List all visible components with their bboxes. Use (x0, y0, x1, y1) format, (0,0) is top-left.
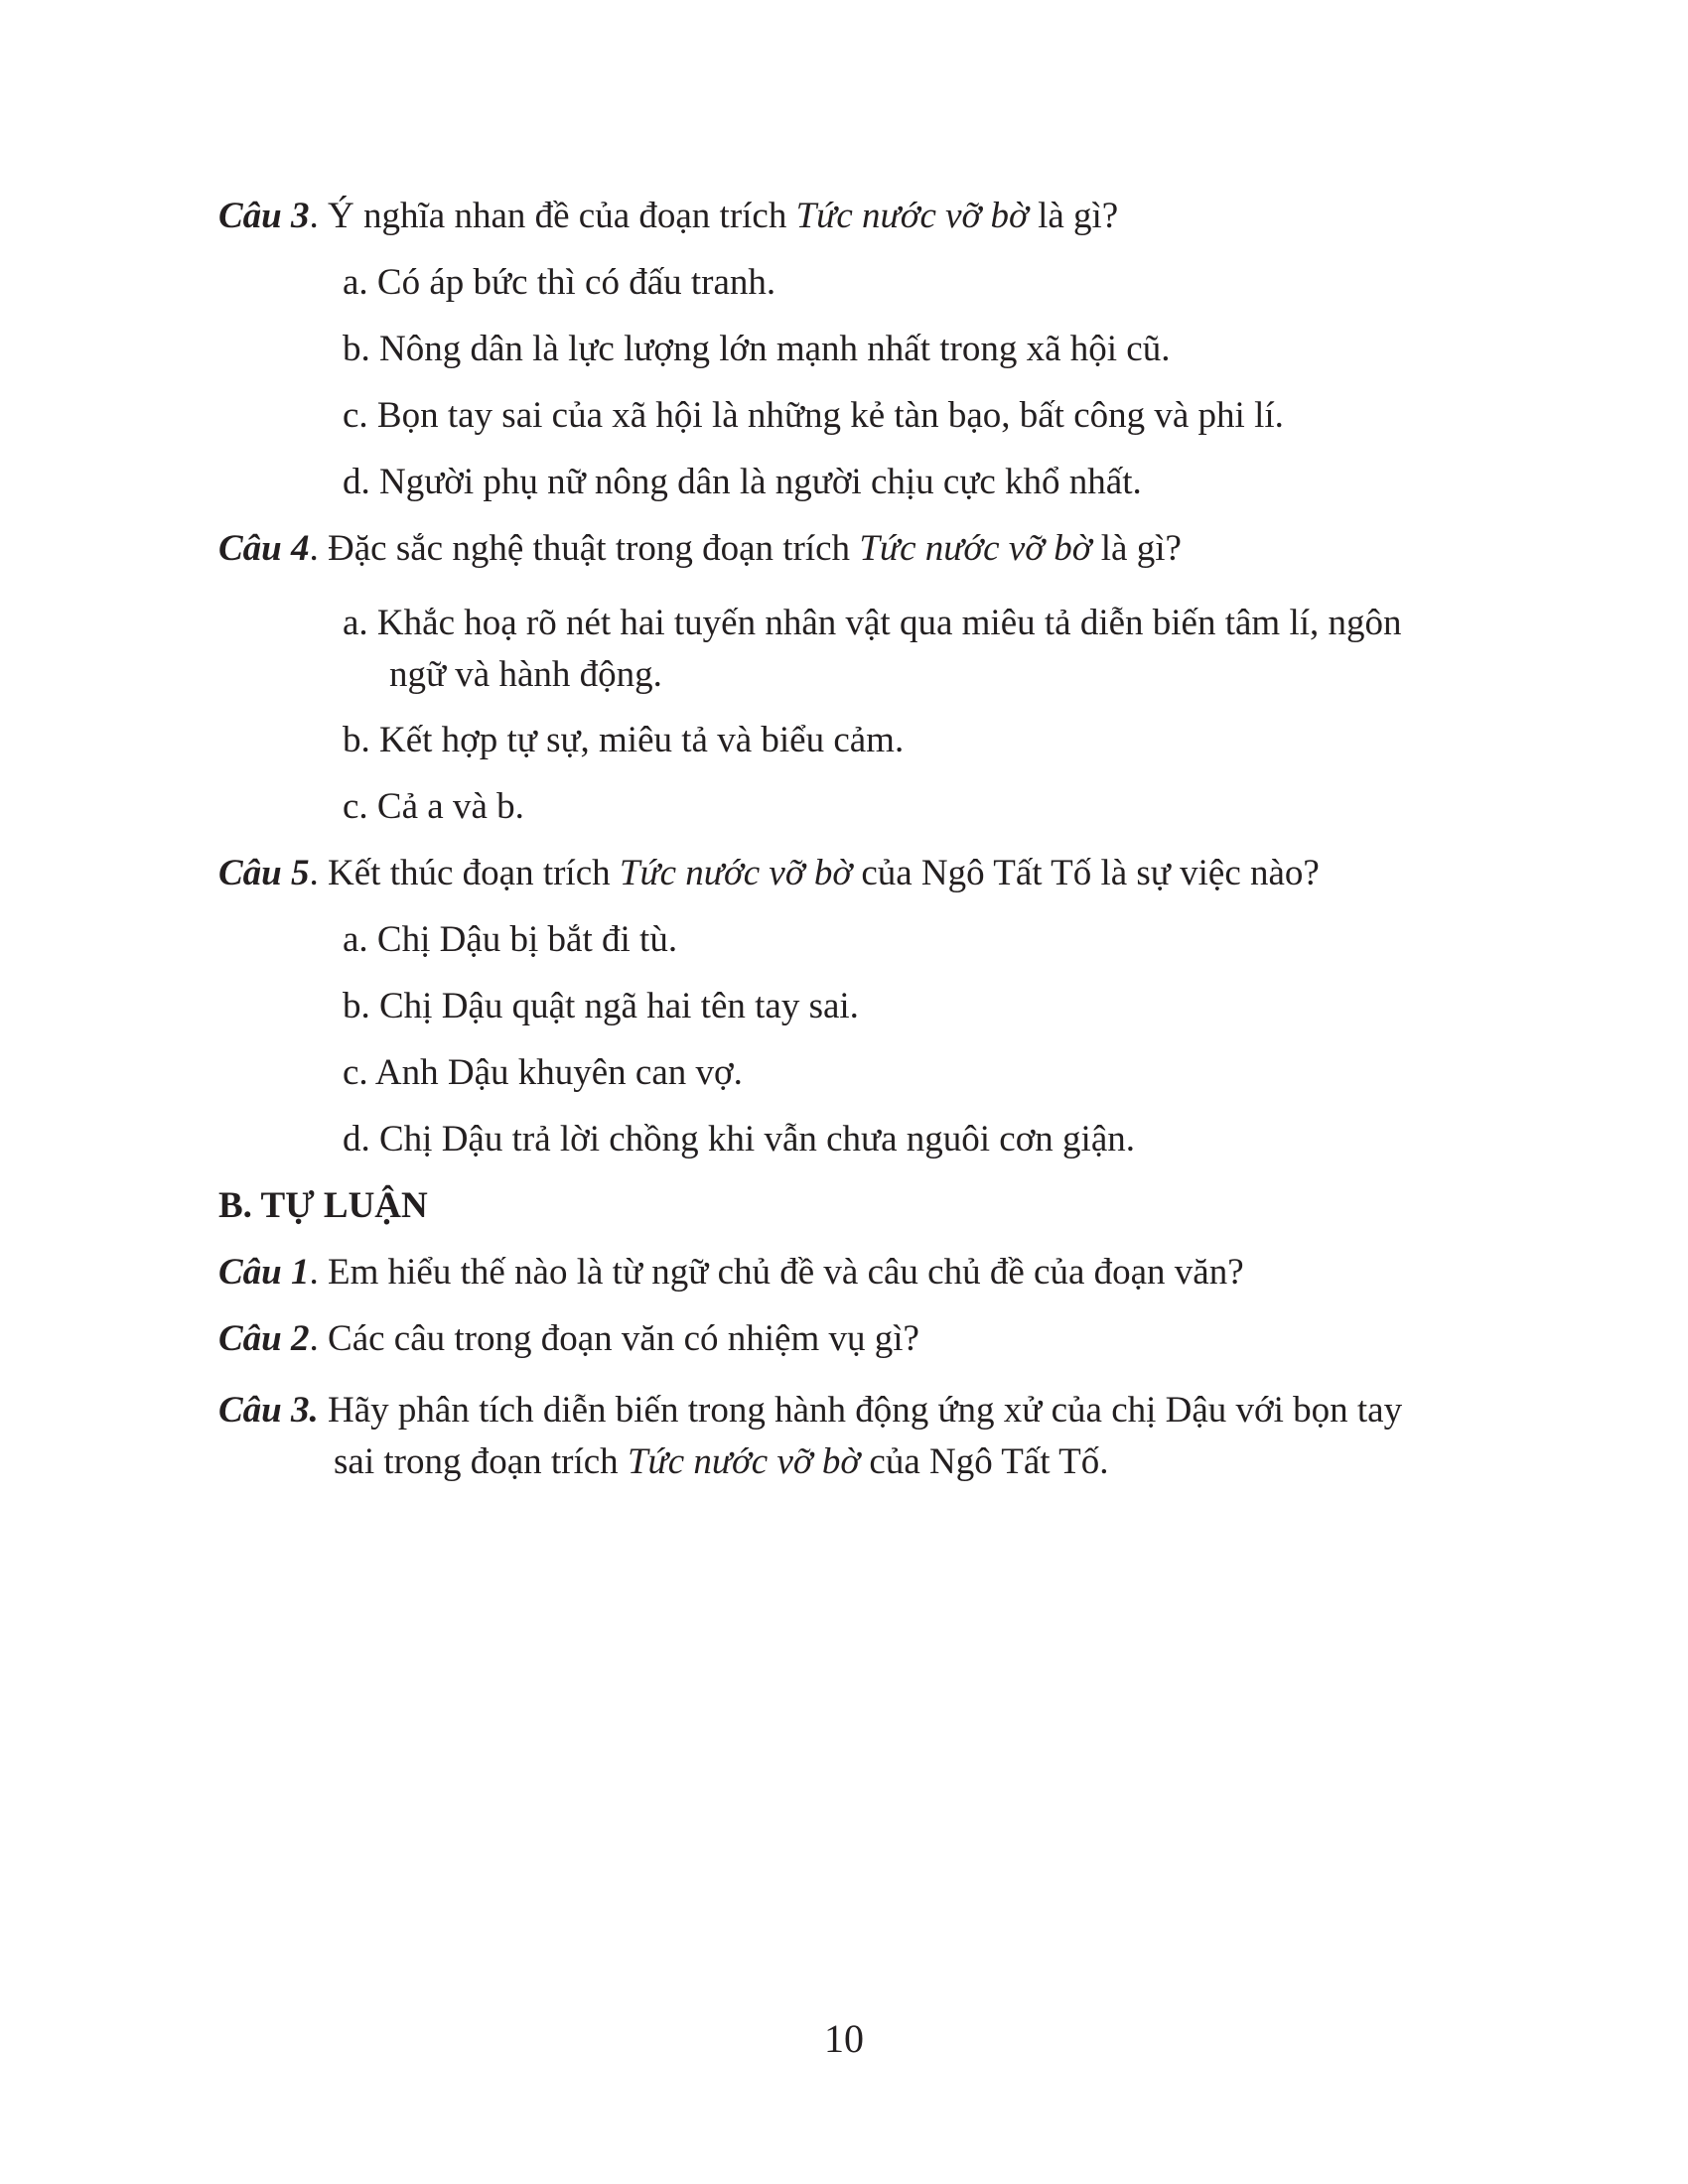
option-5b: b. Chị Dậu quật ngã hai tên tay sai. (343, 986, 859, 1026)
essay-question-2 (218, 1315, 919, 1363)
question-4 (218, 525, 1182, 573)
question-text-end: là gì? (1091, 528, 1182, 569)
essay-question-1 (218, 1249, 1244, 1297)
question-label: Câu 3. (218, 1390, 319, 1431)
question-text: . Đặc sắc nghệ thuật trong đoạn trích (309, 528, 860, 569)
question-label: Câu 5 (218, 853, 310, 893)
question-text: . Ý nghĩa nhan đề của đoạn trích (309, 196, 796, 236)
question-label: Câu 3 (218, 196, 310, 236)
question-text-end: của Ngô Tất Tố. (860, 1441, 1109, 1482)
option-3d: d. Người phụ nữ nông dân là người chịu cực khổ nhất. (343, 462, 1142, 502)
essay-question-3-continued (334, 1438, 1109, 1486)
question-label: Câu 2 (218, 1318, 310, 1359)
question-text: . Em hiểu thế nào là từ ngữ chủ đề và câu chủ đề của đoạn văn? (309, 1252, 1244, 1293)
work-title: Tức nước vỡ bờ (619, 853, 853, 893)
option-4a: a. Khắc hoạ rõ nét hai tuyến nhân vật qua miêu tả diễn biến tâm lí, ngôn (343, 603, 1402, 643)
question-text: Hãy phân tích diễn biến trong hành động ứng xử của chị Dậu với bọn tay (318, 1390, 1403, 1431)
option-5c: c. Anh Dậu khuyên can vợ. (343, 1052, 743, 1093)
option-3a: a. Có áp bức thì có đấu tranh. (343, 262, 776, 303)
question-text: sai trong đoạn trích (334, 1441, 628, 1482)
question-text-end: của Ngô Tất Tố là sự việc nào? (852, 853, 1320, 893)
option-3c: c. Bọn tay sai của xã hội là những kẻ tàn bạo, bất công và phi lí. (343, 395, 1284, 436)
option-5a: a. Chị Dậu bị bắt đi tù. (343, 919, 678, 960)
option-3b: b. Nông dân là lực lượng lớn mạnh nhất trong xã hội cũ. (343, 329, 1171, 369)
question-5 (218, 850, 1320, 897)
essay-question-3 (218, 1387, 1402, 1434)
question-text: . Các câu trong đoạn văn có nhiệm vụ gì? (309, 1318, 919, 1359)
work-title: Tức nước vỡ bờ (859, 528, 1092, 569)
work-title: Tức nước vỡ bờ (627, 1441, 861, 1482)
question-label: Câu 1 (218, 1252, 310, 1293)
option-4b: b. Kết hợp tự sự, miêu tả và biểu cảm. (343, 720, 905, 760)
question-text: . Kết thúc đoạn trích (309, 853, 620, 893)
question-label: Câu 4 (218, 528, 310, 569)
work-title: Tức nước vỡ bờ (795, 196, 1029, 236)
page-number: 10 (824, 2016, 864, 2061)
option-5d: d. Chị Dậu trả lời chồng khi vẫn chưa nguôi cơn giận. (343, 1119, 1135, 1160)
option-4c: c. Cả a và b. (343, 786, 524, 827)
option-4a-continued: ngữ và hành động. (389, 654, 662, 695)
section-heading: B. TỰ LUẬN (218, 1185, 428, 1226)
question-3 (218, 193, 1118, 240)
question-text-end: là gì? (1028, 196, 1119, 236)
